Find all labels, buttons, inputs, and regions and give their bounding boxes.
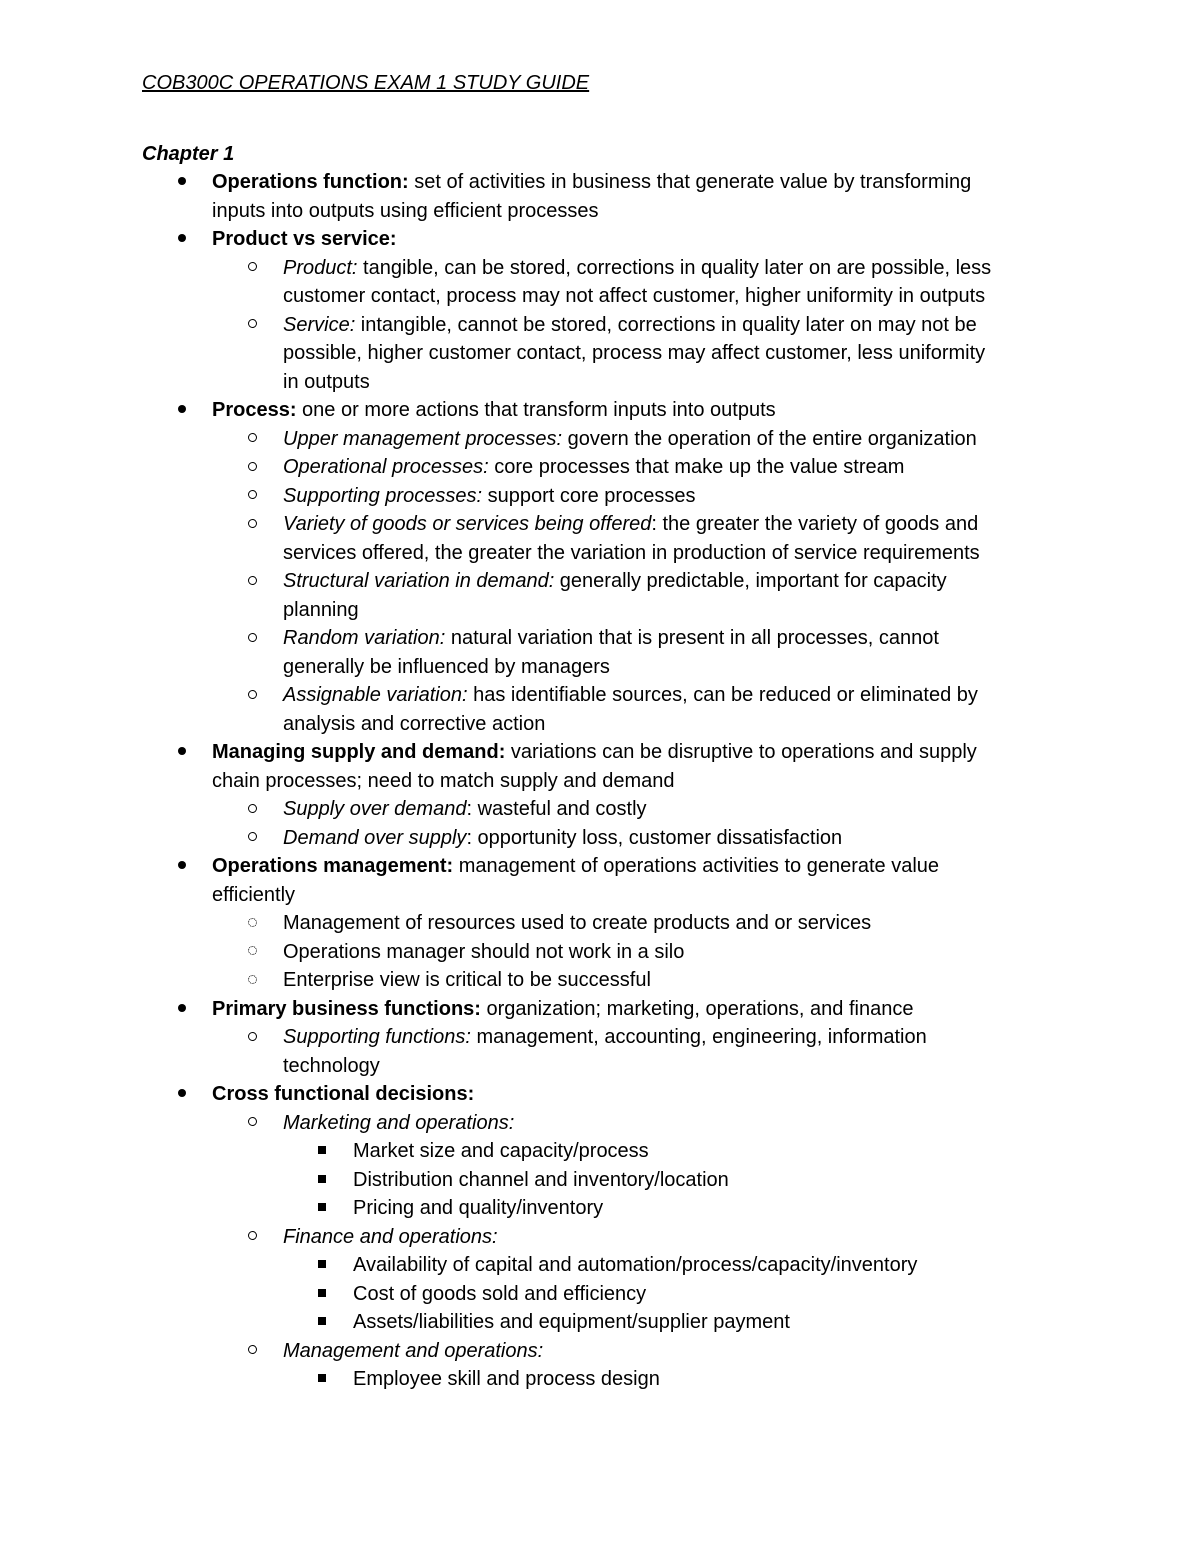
list-item-text: Enterprise view is critical to be successful	[283, 969, 651, 991]
list-item-text: in outputs	[283, 370, 370, 393]
bullet-disc-icon	[178, 852, 190, 881]
list-item-term: Process:	[212, 399, 297, 421]
bullet-circle-icon	[248, 1337, 262, 1366]
list-item-term: Operations management:	[212, 855, 454, 877]
list-item-text: tangible, can be stored, corrections in quality later on are possible, less	[357, 256, 992, 279]
bullet-disc-icon	[178, 1080, 190, 1109]
bullet-circle-icon	[248, 1109, 262, 1138]
list-item	[0, 624, 1200, 653]
list-item-term: Finance and operations:	[283, 1225, 498, 1248]
bullet-circle-icon	[248, 824, 262, 853]
list-item-text: Pricing and quality/inventory	[353, 1197, 604, 1219]
list-item-term: Supply over demand	[283, 798, 467, 820]
list-item	[0, 1080, 1200, 1109]
list-item-text: : the greater the variety of goods and	[651, 513, 979, 535]
list-item	[0, 1194, 1200, 1223]
list-item-text: Distribution channel and inventory/location	[353, 1168, 729, 1191]
list-item	[0, 567, 1200, 596]
bullet-circle-icon	[248, 510, 262, 539]
bullet-dotted-circle-icon	[248, 909, 262, 938]
list-item-text: chain processes; need to match supply and demand	[212, 769, 675, 792]
list-item	[0, 1251, 1200, 1280]
list-item	[0, 966, 1200, 995]
bullet-circle-icon	[248, 1023, 262, 1052]
list-item	[0, 510, 1200, 539]
list-item	[0, 795, 1200, 824]
list-item-term: Cross functional decisions:	[212, 1083, 475, 1105]
bullet-dotted-circle-icon	[248, 966, 262, 995]
list-item-term: Supporting processes:	[283, 484, 483, 507]
list-item	[0, 909, 1200, 938]
list-item-continuation	[0, 596, 1200, 625]
list-item-text: Operations manager should not work in a silo	[283, 940, 685, 963]
list-item-text: generally be influenced by managers	[283, 655, 610, 678]
list-item-continuation	[0, 653, 1200, 682]
list-item-text: : wasteful and costly	[466, 798, 647, 820]
list-item	[0, 254, 1200, 283]
bullet-square-icon	[318, 1280, 332, 1309]
list-item-text: : opportunity loss, customer dissatisfaction	[466, 826, 843, 849]
list-item-term: Operations function:	[212, 171, 409, 193]
list-item-text: customer contact, process may not affect customer, higher uniformity in outputs	[283, 285, 986, 307]
list-item-text: set of activities in business that generate value by transforming	[408, 171, 972, 193]
bullet-square-icon	[318, 1166, 332, 1195]
page-title: COB300C OPERATIONS EXAM 1 STUDY GUIDE	[142, 72, 590, 94]
list-item	[0, 738, 1200, 767]
bullet-disc-icon	[178, 225, 190, 254]
list-item-text: govern the operation of the entire organization	[562, 427, 977, 450]
list-item-text: technology	[283, 1054, 380, 1077]
list-item-term: Primary business functions:	[212, 997, 481, 1020]
bullet-square-icon	[318, 1308, 332, 1337]
list-item-text: organization; marketing, operations, and finance	[480, 997, 914, 1020]
bullet-circle-icon	[248, 311, 262, 340]
list-item	[0, 1280, 1200, 1309]
list-item-text: analysis and corrective action	[283, 712, 546, 735]
list-item	[0, 824, 1200, 853]
list-item-text: possible, higher customer contact, process may affect customer, less uniformity	[283, 342, 986, 364]
chapter-heading: Chapter 1	[142, 143, 235, 165]
list-item	[0, 1109, 1200, 1138]
list-item-text: Market size and capacity/process	[353, 1140, 649, 1162]
list-item	[0, 1137, 1200, 1166]
bullet-circle-icon	[248, 795, 262, 824]
list-item-term: Upper management processes:	[283, 427, 563, 450]
list-item-continuation	[0, 197, 1200, 226]
list-item-continuation	[0, 368, 1200, 397]
list-item	[0, 995, 1200, 1024]
list-item-term: Random variation:	[283, 627, 446, 649]
bullet-circle-icon	[248, 482, 262, 511]
list-item-text: Availability of capital and automation/process/capacity/inventory	[353, 1254, 918, 1276]
list-item	[0, 938, 1200, 967]
study-guide-list	[0, 168, 1200, 1394]
list-item-continuation	[0, 282, 1200, 311]
bullet-circle-icon	[248, 254, 262, 283]
list-item	[0, 396, 1200, 425]
list-item-term: Variety of goods or services being offered	[283, 513, 652, 535]
list-item	[0, 1308, 1200, 1337]
list-item-text: management of operations activities to generate value	[453, 855, 940, 877]
bullet-square-icon	[318, 1194, 332, 1223]
list-item	[0, 1223, 1200, 1252]
bullet-disc-icon	[178, 738, 190, 767]
list-item-term: Demand over supply	[283, 826, 467, 849]
bullet-circle-icon	[248, 567, 262, 596]
list-item-text: variations can be disruptive to operations and supply	[505, 741, 977, 763]
list-item-term: Service:	[283, 313, 356, 336]
list-item	[0, 852, 1200, 881]
bullet-square-icon	[318, 1251, 332, 1280]
bullet-circle-icon	[248, 425, 262, 454]
list-item	[0, 311, 1200, 340]
list-item-continuation	[0, 1052, 1200, 1081]
bullet-disc-icon	[178, 995, 190, 1024]
list-item-text: one or more actions that transform inputs into outputs	[296, 399, 776, 421]
bullet-square-icon	[318, 1137, 332, 1166]
list-item-continuation	[0, 539, 1200, 568]
bullet-circle-icon	[248, 453, 262, 482]
list-item	[0, 681, 1200, 710]
list-item-text: Assets/liabilities and equipment/supplier payment	[353, 1311, 790, 1333]
list-item	[0, 168, 1200, 197]
list-item-text: generally predictable, important for capacity	[554, 570, 947, 592]
list-item	[0, 453, 1200, 482]
bullet-disc-icon	[178, 396, 190, 425]
bullet-square-icon	[318, 1365, 332, 1394]
bullet-dotted-circle-icon	[248, 938, 262, 967]
list-item	[0, 425, 1200, 454]
list-item	[0, 1365, 1200, 1394]
list-item-text: natural variation that is present in all processes, cannot	[445, 627, 939, 649]
list-item-term: Management and operations:	[283, 1339, 544, 1362]
list-item-term: Supporting functions:	[283, 1026, 471, 1048]
list-item	[0, 1337, 1200, 1366]
list-item-term: Product vs service:	[212, 228, 397, 250]
list-item-text: planning	[283, 598, 359, 621]
list-item-text: Employee skill and process design	[353, 1368, 660, 1390]
list-item-text: inputs into outputs using efficient processes	[212, 199, 599, 222]
list-item	[0, 482, 1200, 511]
bullet-disc-icon	[178, 168, 190, 197]
list-item-term: Managing supply and demand:	[212, 741, 506, 763]
list-item-text: services offered, the greater the variation in production of service requirements	[283, 541, 980, 564]
list-item	[0, 1166, 1200, 1195]
list-item-text: intangible, cannot be stored, corrections in quality later on may not be	[355, 313, 977, 336]
list-item-term: Structural variation in demand:	[283, 570, 555, 592]
bullet-circle-icon	[248, 1223, 262, 1252]
list-item-term: Marketing and operations:	[283, 1111, 515, 1134]
list-item-text: core processes that make up the value stream	[488, 456, 905, 478]
list-item-continuation	[0, 767, 1200, 796]
list-item-term: Product:	[283, 256, 358, 279]
list-item-text: Cost of goods sold and efficiency	[353, 1282, 647, 1305]
list-item-continuation	[0, 710, 1200, 739]
list-item-term: Operational processes:	[283, 456, 489, 478]
list-item-continuation	[0, 339, 1200, 368]
bullet-circle-icon	[248, 624, 262, 653]
list-item-text: has identifiable sources, can be reduced or eliminated by	[467, 684, 978, 706]
list-item-text: support core processes	[482, 484, 696, 507]
list-item-text: Management of resources used to create products and or services	[283, 912, 872, 934]
list-item-text: management, accounting, engineering, information	[470, 1026, 927, 1048]
list-item-continuation	[0, 881, 1200, 910]
list-item-term: Assignable variation:	[283, 684, 468, 706]
list-item	[0, 225, 1200, 254]
bullet-circle-icon	[248, 681, 262, 710]
list-item-text: efficiently	[212, 883, 296, 906]
list-item	[0, 1023, 1200, 1052]
